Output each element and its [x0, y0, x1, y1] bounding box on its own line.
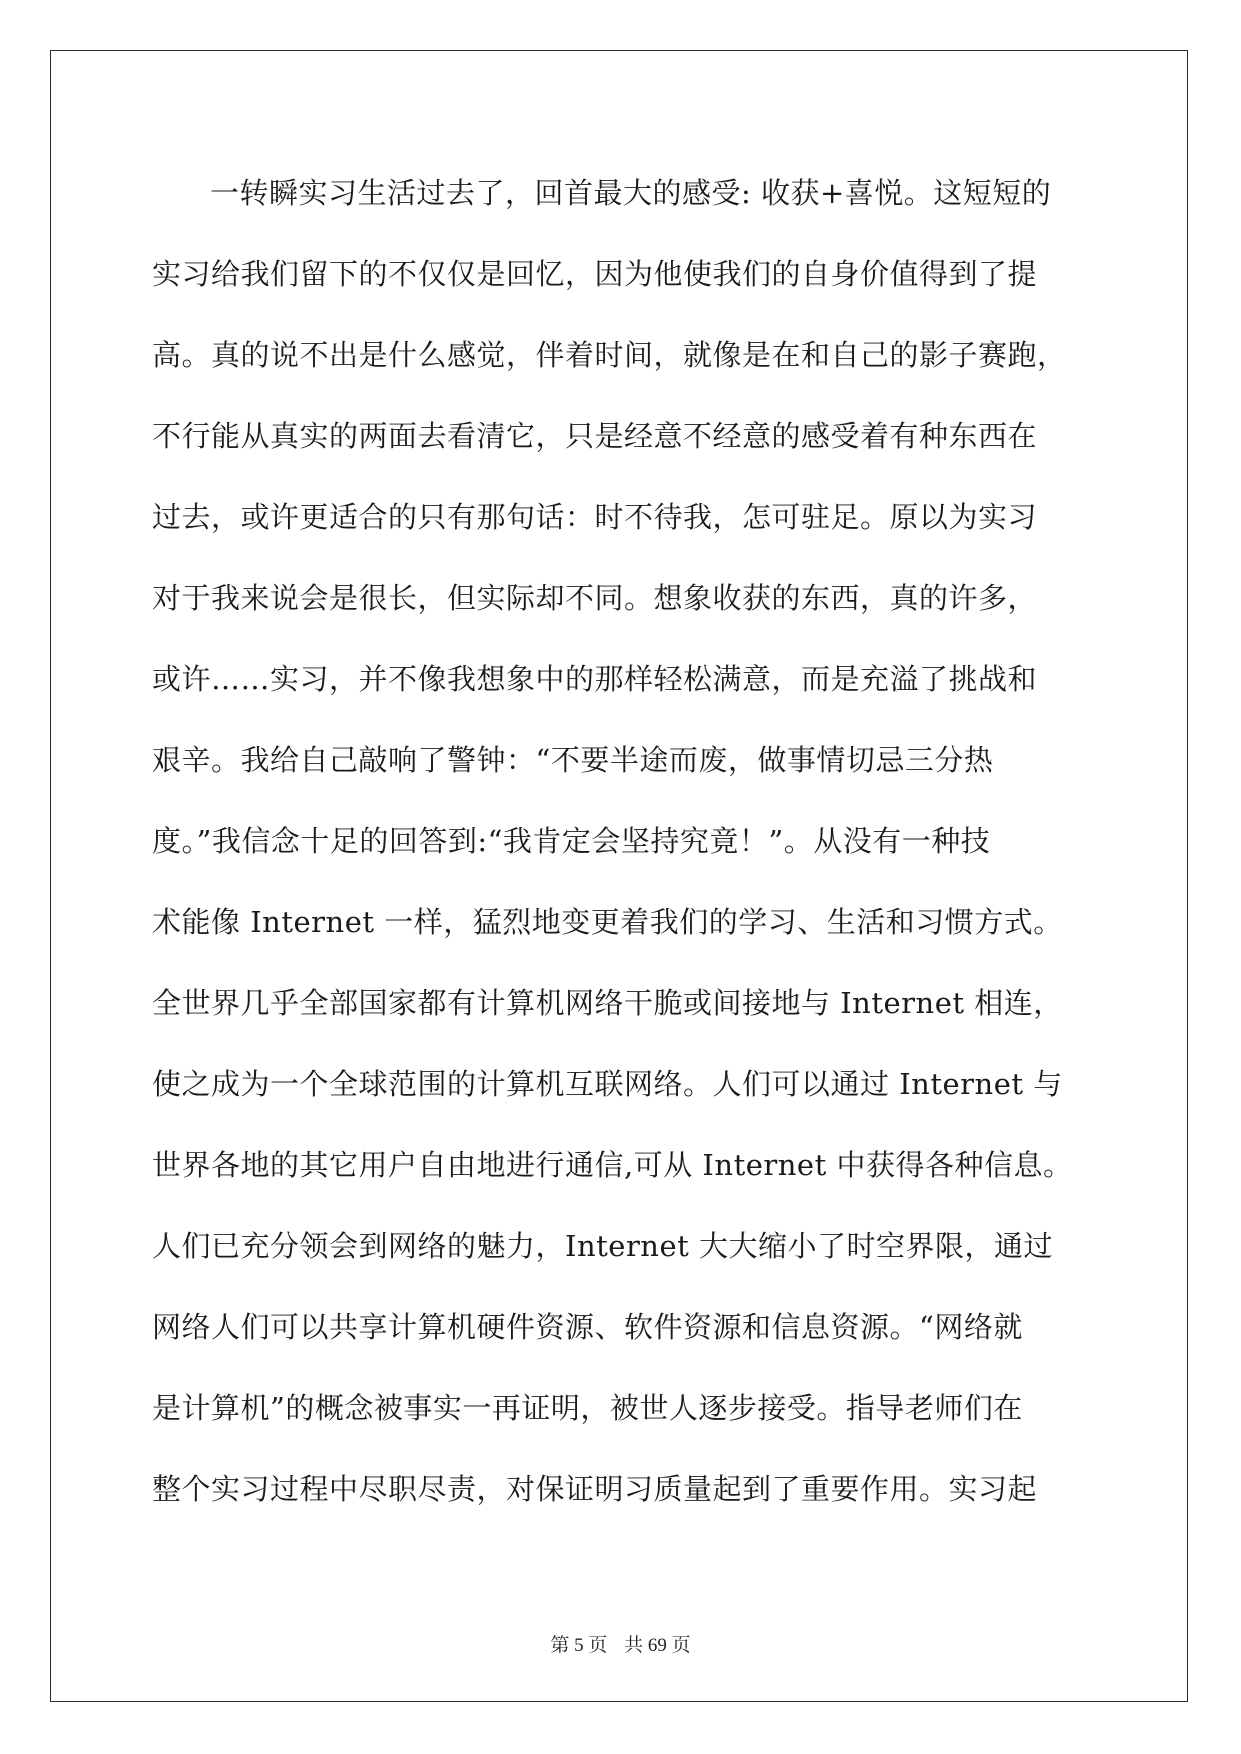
text-line: 是计算机”的概念被事实一再证明，被世人逐步接受。指导老师们在	[152, 1391, 1023, 1425]
text-line: 过去，或许更适合的只有那句话：时不待我，怎可驻足。原以为实习	[152, 500, 1038, 534]
text-line: 全世界几乎全部国家都有计算机网络干脆或间接地与 Internet 相连，	[152, 986, 1063, 1020]
body-text	[152, 153, 1092, 1530]
page-total: 共 69 页	[624, 1635, 691, 1656]
text-line: 或许……实习，并不像我想象中的那样轻松满意，而是充溢了挑战和	[152, 662, 1038, 696]
page-number: 第 5 页	[550, 1635, 608, 1656]
page-footer	[0, 1630, 1241, 1657]
text-line: 网络人们可以共享计算机硬件资源、软件资源和信息资源。“网络就	[152, 1310, 1023, 1344]
text-line: 整个实习过程中尽职尽责，对保证明习质量起到了重要作用。实习起	[152, 1472, 1038, 1506]
text-line: 一转瞬实习生活过去了，回首最大的感受: 收获+喜悦。这短短的	[210, 176, 1052, 210]
text-line: 世界各地的其它用户自由地进行通信,可从 Internet 中获得各种信息。	[152, 1148, 1073, 1182]
text-line: 艰辛。我给自己敲响了警钟：“不要半途而废，做事情切忌三分热	[152, 743, 994, 777]
text-line: 实习给我们留下的不仅仅是回忆，因为他使我们的自身价值得到了提	[152, 257, 1038, 291]
text-line: 高。真的说不出是什么感觉，伴着时间，就像是在和自己的影子赛跑，	[152, 338, 1067, 372]
text-line: 使之成为一个全球范围的计算机互联网络。人们可以通过 Internet 与	[152, 1067, 1063, 1101]
text-line: 对于我来说会是很长，但实际却不同。想象收获的东西，真的许多，	[152, 581, 1038, 615]
text-line: 度。”我信念十足的回答到:“我肯定会坚持究竟！”。从没有一种技	[152, 824, 991, 858]
text-line: 不行能从真实的两面去看清它，只是经意不经意的感受着有种东西在	[152, 419, 1038, 453]
text-line: 人们已充分领会到网络的魅力，Internet 大大缩小了时空界限，通过	[152, 1229, 1054, 1263]
text-line: 术能像 Internet 一样，猛烈地变更着我们的学习、生活和习惯方式。	[152, 905, 1063, 939]
